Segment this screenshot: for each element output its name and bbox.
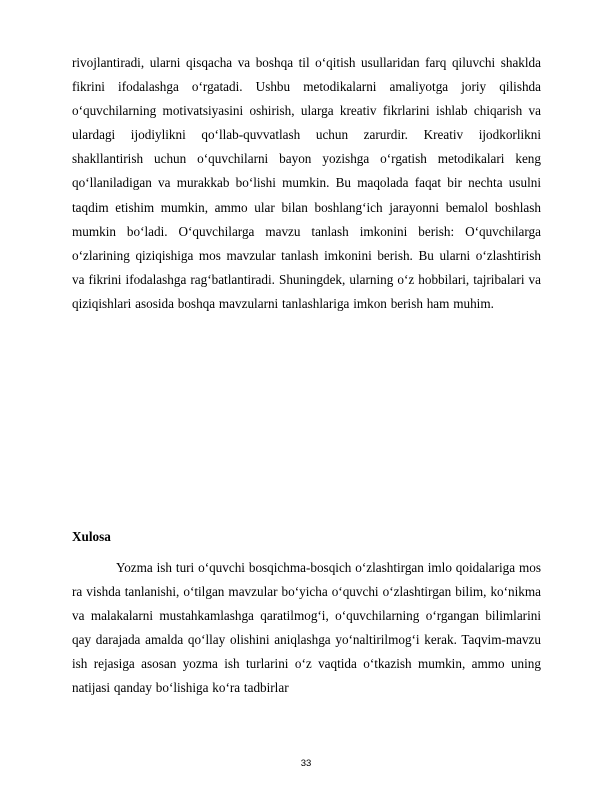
section-heading-conclusion: Xulosa (72, 529, 111, 544)
conclusion-paragraph: Yozma ish turi o‘quvchi bosqichma-bosqich o‘zlashtirgan imlo qoidalariga mos ra vishda tanlanishi, o‘tilgan mavzular bo‘yicha o‘quvchi o‘zlashtirgan bilim, ko‘nikma va malakalarni mustahkamlashga qaratilmog‘i, o‘quvchilarning o‘rgangan bilimlarini qay darajada amalda qo‘llay olishini aniqlashga yo‘naltirilmog‘i kerak. Taqvim-mavzu ish rejasiga asosan yozma ish turlarini o‘z vaqtida o‘tkazish mumkin, ammo uning natijasi qanday bo‘lishiga ko‘ra tadbirlar (72, 560, 541, 696)
body-paragraph-continued: rivojlantiradi, ularni qisqacha va boshqa til o‘qitish usullaridan farq qiluvchi shaklda fikrini ifodalashga o‘rgatadi. Ushbu metodikalarni amaliyotga joriy qilishda o‘quvchilarning motivatsiyasini oshirish, ularga kreativ fikrlarini ishlab chiqarish va ulardagi ijodiylikni qo‘llab-quvvatlash uchun zarurdir. Kreativ ijodkorlikni shakllantirish uchun o‘quvchilarni bayon yozishga o‘rgatish metodikalari keng qo‘llaniladigan va murakkab bo‘lishi mumkin. Bu maqolada faqat bir nechta usulni taqdim etishim mumkin, ammo ular bilan boshlang‘ich jarayonni bemalol boshlash mumkin bo‘ladi. O‘quvchilarga mavzu tanlash imkonini berish: O‘quvchilarga o‘zlarining qiziqishiga mos mavzular tanlash imkonini berish. Bu ularni o‘zlashtirish va fikrini ifodalashga rag‘batlantiradi. Shuningdek, ularning o‘z hobbilari, tajribalari va qiziqishlari asosida boshqa mavzularni tanlashlariga imkon berish ham muhim. (72, 55, 541, 311)
page-number: 33 (300, 758, 312, 769)
